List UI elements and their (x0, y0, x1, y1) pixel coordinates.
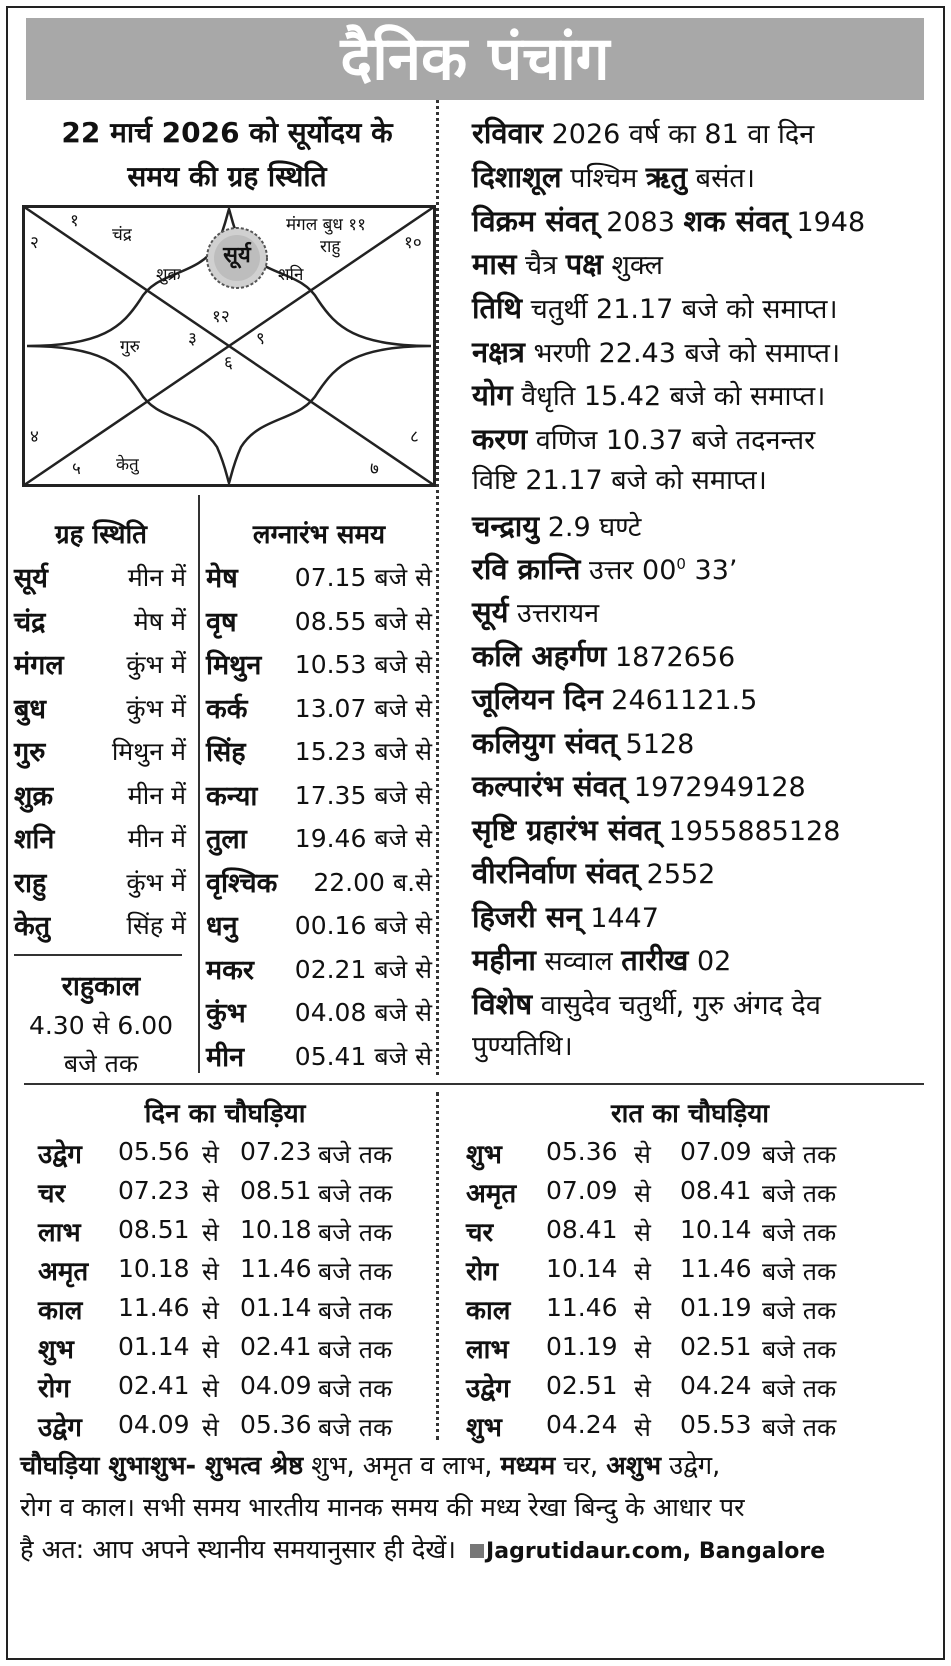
info-nakshatra: नक्षत्र भरणी 22.43 बजे को समाप्त। (472, 335, 841, 369)
lagna-name: वृष (206, 606, 237, 638)
graha-rashi: कुंभ में (126, 650, 186, 679)
rahukaal-heading: राहुकाल (61, 971, 141, 1002)
chog-name: अमृत (38, 1257, 89, 1287)
footer-line1: चौघड़िया शुभाशुभ- शुभत्व श्रेष्ठ शुभ, अमृत व लाभ, मध्यम चर, अशुभ उद्वेग, (20, 1451, 721, 1481)
house-12: १२ (212, 307, 230, 327)
chog-name: अमृत (466, 1179, 517, 1209)
kundli-sun-label: सूर्य (223, 243, 251, 268)
chog-suffix: बजे तक (762, 1296, 837, 1325)
chog-se: से (202, 1179, 219, 1208)
chog-se: से (202, 1335, 219, 1364)
house-3: ३ (188, 329, 197, 349)
graha-rashi: मीन में (127, 780, 186, 810)
chog-name: शुभ (466, 1413, 502, 1443)
info-samvat: विक्रम संवत् 2083 शक संवत् 1948 (472, 204, 866, 238)
chog-se: से (634, 1296, 651, 1325)
lagna-name: मीन (206, 1041, 245, 1073)
chog-to: 08.51 (240, 1176, 312, 1205)
house-5: ५ (72, 459, 81, 479)
graha-rashi: मीन में (127, 824, 186, 853)
chog-suffix: बजे तक (762, 1413, 837, 1442)
chog-name: शुभ (38, 1335, 74, 1365)
chog-name: लाभ (466, 1335, 509, 1365)
chog-to: 02.51 (680, 1332, 752, 1361)
chog-suffix: बजे तक (762, 1257, 837, 1286)
chog-suffix: बजे तक (318, 1374, 393, 1403)
kundli-rahu: राहु (320, 237, 341, 257)
graha-name: मंगल (14, 650, 64, 681)
house-8: ८ (410, 427, 419, 447)
house-10: १० (404, 233, 422, 253)
info-kaliyug-samvat: कलियुग संवत् 5128 (472, 726, 695, 760)
house-9: ९ (256, 329, 265, 349)
chog-suffix: बजे तक (762, 1218, 837, 1247)
info-punyatithi: पुण्यतिथि। (472, 1031, 573, 1062)
info-vishesh: विशेष वासुदेव चतुर्थी, गुरु अंगद देव (472, 987, 821, 1021)
info-weekday: रविवार 2026 वर्ष का 81 वा दिन (472, 116, 815, 150)
chog-suffix: बजे तक (318, 1257, 393, 1286)
kundli-chandra: चंद्र (112, 225, 132, 245)
square-icon (470, 1544, 484, 1558)
chog-name: काल (466, 1296, 511, 1326)
graha-rashi: मेष में (133, 606, 186, 636)
lagna-name: कर्क (206, 693, 248, 725)
kundli-shani: शनि (278, 265, 304, 285)
chart-heading-line2: समय की ग्रह स्थिति (127, 160, 327, 193)
divider-horizontal (24, 1083, 924, 1085)
chog-from: 04.24 (546, 1410, 618, 1439)
graha-name: राहु (14, 867, 47, 899)
chog-from: 11.46 (546, 1293, 618, 1322)
info-julian-din: जूलियन दिन 2461121.5 (472, 682, 758, 716)
chog-from: 01.14 (118, 1332, 190, 1361)
chog-from: 07.09 (546, 1176, 618, 1205)
chog-suffix: बजे तक (318, 1413, 393, 1442)
chog-to: 07.09 (680, 1137, 752, 1166)
kundli-mangal-budh: मंगल बुध ११ (286, 215, 366, 235)
chog-se: से (634, 1179, 651, 1208)
info-yog: योग वैधृति 15.42 बजे को समाप्त। (472, 378, 826, 412)
graha-name: बुध (14, 693, 47, 725)
info-kali-ahargan: कलि अहर्गण 1872656 (472, 639, 736, 673)
chog-to: 11.46 (240, 1254, 312, 1283)
lagna-time: 17.35 बजे से (294, 780, 432, 810)
chog-to: 08.41 (680, 1176, 752, 1205)
kundli-shukra: शुक्र (156, 265, 181, 285)
chog-name: उद्वेग (38, 1413, 82, 1443)
info-surya: सूर्य उत्तरायन (472, 595, 600, 629)
lagna-heading: लग्नारंभ समय (252, 520, 386, 550)
lagna-name: मकर (206, 954, 254, 986)
chog-name: उद्वेग (466, 1374, 510, 1404)
chog-se: से (634, 1140, 651, 1169)
graha-name: गुरु (14, 737, 46, 768)
chog-to: 04.09 (240, 1371, 312, 1400)
chog-to: 01.14 (240, 1293, 312, 1322)
graha-rashi: कुंभ में (126, 693, 186, 723)
chog-from: 05.36 (546, 1137, 618, 1166)
chog-se: से (202, 1140, 219, 1169)
chog-to: 10.18 (240, 1215, 312, 1244)
chog-name: शुभ (466, 1140, 502, 1170)
chog-se: से (202, 1413, 219, 1442)
chog-se: से (202, 1218, 219, 1247)
chog-se: से (634, 1218, 651, 1247)
lagna-name: सिंह (206, 737, 246, 768)
house-6: ६ (224, 353, 233, 373)
info-maas: मास चैत्र पक्ष शुक्ल (472, 247, 663, 281)
chog-name: रोग (38, 1374, 71, 1404)
graha-rashi: मीन में (127, 563, 186, 592)
lagna-time: 00.16 बजे से (294, 911, 432, 940)
graha-rashi: सिंह में (126, 911, 186, 940)
chog-suffix: बजे तक (318, 1335, 393, 1364)
lagna-time: 04.08 बजे से (294, 998, 432, 1027)
info-vishti: विष्टि 21.17 बजे को समाप्त। (472, 465, 767, 496)
chog-from: 08.51 (118, 1215, 190, 1244)
lagna-time: 19.46 बजे से (294, 824, 432, 853)
footer-line3: है अत: आप अपने स्थानीय समयानुसार ही देखें। Jagrutidaur.com, Bangalore (20, 1535, 826, 1565)
chog-from: 11.46 (118, 1293, 190, 1322)
chog-se: से (634, 1413, 651, 1442)
chog-suffix: बजे तक (762, 1374, 837, 1403)
chog-name: लाभ (38, 1218, 81, 1248)
info-karan: करण वणिज 10.37 बजे तदनन्तर (472, 422, 816, 456)
footer-credit: Jagrutidaur.com, Bangalore (486, 1539, 826, 1564)
lagna-name: मिथुन (206, 650, 262, 681)
chog-se: से (634, 1257, 651, 1286)
chog-from: 01.19 (546, 1332, 618, 1361)
graha-name: चंद्र (14, 606, 46, 638)
kundli-ketu: केतु (116, 455, 139, 475)
rahukaal-suffix: बजे तक (63, 1049, 139, 1078)
graha-rashi: कुंभ में (126, 867, 186, 897)
info-kalparambh-samvat: कल्पारंभ संवत् 1972949128 (472, 769, 806, 803)
chog-from: 02.41 (118, 1371, 190, 1400)
chog-name: चर (466, 1218, 494, 1248)
lagna-time: 13.07 बजे से (294, 693, 432, 723)
house-7: ७ (370, 459, 379, 479)
divider-vertical-top (436, 100, 439, 1075)
day-chog-heading: दिन का चौघड़िया (144, 1099, 306, 1129)
chog-suffix: बजे तक (762, 1179, 837, 1208)
info-mahina: महीना सव्वाल तारीख 02 (472, 943, 732, 977)
lagna-time: 15.23 बजे से (294, 737, 432, 766)
chog-se: से (202, 1296, 219, 1325)
chog-from: 07.23 (118, 1176, 190, 1205)
graha-name: शुक्र (14, 780, 54, 812)
night-chog-heading: रात का चौघड़िया (610, 1099, 770, 1129)
graha-name: सूर्य (14, 563, 48, 594)
chog-name: उद्वेग (38, 1140, 82, 1170)
lagna-time: 05.41 बजे से (294, 1041, 432, 1071)
footer-line2: रोग व काल। सभी समय भारतीय मानक समय की मध्य रेखा बिन्दु के आधार पर (20, 1493, 745, 1523)
lagna-time: 02.21 बजे से (294, 954, 432, 984)
chog-from: 04.09 (118, 1410, 190, 1439)
chog-from: 05.56 (118, 1137, 190, 1166)
divider-graha-lagna (198, 495, 200, 1073)
info-hijri-san: हिजरी सन् 1447 (472, 900, 659, 934)
chog-to: 02.41 (240, 1332, 312, 1361)
chog-suffix: बजे तक (762, 1335, 837, 1364)
info-dishashool: दिशाशूल पश्चिम ऋतु बसंत। (472, 160, 755, 194)
graha-name: केतु (14, 911, 51, 942)
divider-vertical-chog (436, 1092, 439, 1440)
chog-se: से (634, 1335, 651, 1364)
lagna-name: धनु (206, 911, 238, 942)
graha-rashi: मिथुन में (111, 737, 186, 766)
lagna-name: तुला (206, 824, 247, 855)
info-tithi: तिथि चतुर्थी 21.17 बजे को समाप्त। (472, 291, 838, 325)
chog-to: 11.46 (680, 1254, 752, 1283)
chog-to: 10.14 (680, 1215, 752, 1244)
kundli-guru: गुरु (120, 337, 140, 357)
chog-se: से (634, 1374, 651, 1403)
chog-to: 05.36 (240, 1410, 312, 1439)
chog-suffix: बजे तक (762, 1140, 837, 1169)
chog-name: काल (38, 1296, 83, 1326)
chog-to: 05.53 (680, 1410, 752, 1439)
info-ravi-kranti: रवि क्रान्ति उत्तर $00^0$ 33’ (472, 552, 738, 586)
lagna-name: कुंभ (206, 998, 246, 1029)
lagna-time: 10.53 बजे से (294, 650, 432, 679)
chog-from: 10.18 (118, 1254, 190, 1283)
rahukaal-time: 4.30 से 6.00 (28, 1011, 174, 1040)
lagna-time: 22.00 ब.से (313, 867, 432, 897)
lagna-time: 08.55 बजे से (294, 606, 432, 636)
chog-to: 07.23 (240, 1137, 312, 1166)
chog-name: चर (38, 1179, 66, 1209)
graha-heading: ग्रह स्थिति (54, 520, 148, 550)
graha-name: शनि (14, 824, 55, 855)
lagna-time: 07.15 बजे से (294, 563, 432, 592)
lagna-name: कन्या (206, 780, 258, 812)
chart-heading-line1: 22 मार्च 2026 को सूर्योदय के (61, 116, 393, 149)
house-2: २ (30, 233, 39, 253)
chog-to: 04.24 (680, 1371, 752, 1400)
lagna-name: वृश्चिक (206, 867, 278, 899)
info-veernirvan-samvat: वीरनिर्वाण संवत् 2552 (472, 856, 716, 890)
banner-title: दैनिक पंचांग (26, 18, 924, 100)
divider-rahukaal (14, 954, 182, 956)
chog-to: 01.19 (680, 1293, 752, 1322)
info-srishti-samvat: सृष्टि ग्रहारंभ संवत् 1955885128 (472, 813, 841, 847)
chog-suffix: बजे तक (318, 1218, 393, 1247)
chog-name: रोग (466, 1257, 499, 1287)
house-1: १ (70, 211, 79, 231)
chog-from: 02.51 (546, 1371, 618, 1400)
info-chandrayu: चन्द्रायु 2.9 घण्टे (472, 509, 642, 543)
house-4: ४ (30, 427, 39, 447)
chog-suffix: बजे तक (318, 1179, 393, 1208)
chog-suffix: बजे तक (318, 1296, 393, 1325)
chog-suffix: बजे तक (318, 1140, 393, 1169)
chog-from: 08.41 (546, 1215, 618, 1244)
chog-from: 10.14 (546, 1254, 618, 1283)
chog-se: से (202, 1257, 219, 1286)
lagna-name: मेष (206, 563, 238, 594)
chog-se: से (202, 1374, 219, 1403)
